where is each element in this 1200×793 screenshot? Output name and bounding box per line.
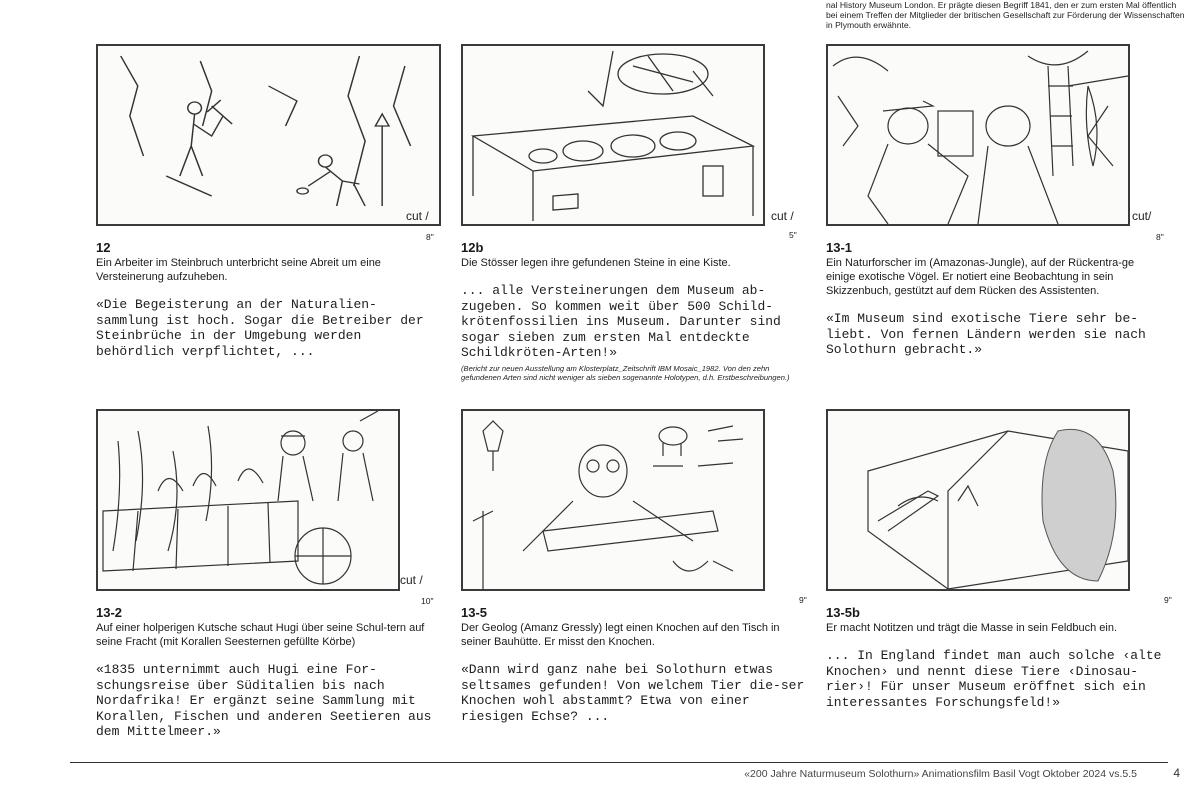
shot-description: Die Stösser legen ihre gefundenen Steine in eine Kiste. — [461, 257, 731, 269]
duration-label: 8" — [1156, 232, 1164, 242]
shot-number: 13-5b — [826, 605, 860, 620]
source-note: (Bericht zur neuen Ausstellung am Klosterplatz_Zeitschrift IBM Mosaic_1982. Von den zehn gefundenen Arten sind nicht weniger als sieben sogenannte Holotypen, d.h. Erstbeschreibungen.) — [461, 363, 790, 383]
sketch-frame-geologist — [461, 409, 765, 591]
storyboard-panel-13-2 — [96, 409, 441, 740]
cut-label: cut / — [400, 573, 423, 587]
sketch-frame-naturalist — [826, 44, 1130, 226]
sketch-frame-quarry — [96, 44, 441, 226]
shot-number: 13-1 — [826, 240, 853, 255]
continued-note: nal History Museum London. Er prägte diesen Begriff 1841, den er zum ersten Mal öffentlich bei einem Treffen der Mitglieder der britischen Gesellschaft zur Förderung der Wissenschaften in Plymouth erwähnte. — [826, 0, 1185, 30]
crate-sketch — [463, 46, 763, 224]
duration-label: 8" — [426, 232, 434, 242]
storyboard-panel-13-5b — [826, 409, 1171, 710]
narration-quote: «Die Begeisterung an der Naturalien-sammlung ist hoch. Sogar die Betreiber der Steinbrüche in der Umgebung werden behördlich verpflichtet, ... — [96, 297, 424, 359]
shot-description: Der Geolog (Amanz Gressly) legt einen Knochen auf den Tisch in seiner Bauhütte. Er misst den Knochen. — [461, 622, 780, 648]
sketch-frame-cart — [96, 409, 400, 591]
cut-label: cut / — [406, 209, 429, 223]
shot-number: 12 — [96, 240, 111, 255]
shot-description: Auf einer holperigen Kutsche schaut Hugi über seine Schul-tern auf seine Fracht (mit Korallen Seesternen gefüllte Körbe) — [96, 622, 425, 648]
footer-text: «200 Jahre Naturmuseum Solothurn» Animationsfilm Basil Vogt Oktober 2024 vs.5.5 — [744, 768, 1137, 780]
naturalist-sketch — [828, 46, 1128, 224]
storyboard-panel-12b — [461, 44, 806, 383]
cut-label: cut / — [771, 209, 794, 223]
narration-quote: «Dann wird ganz nahe bei Solothurn etwas seltsames gefunden! Von welchem Tier die-ser Knochen wohl abstammt? Etwa von einer riesigen Echse? ... — [461, 662, 805, 724]
footer-divider — [70, 762, 1168, 763]
shot-number: 12b — [461, 240, 484, 255]
page-number: 4 — [1173, 766, 1180, 780]
geologist-sketch — [463, 411, 763, 589]
cut-label: cut/ — [1132, 209, 1152, 223]
shot-number: 13-2 — [96, 605, 123, 620]
notebook-sketch — [828, 411, 1128, 589]
duration-label: 9" — [1164, 595, 1172, 605]
narration-quote: «Im Museum sind exotische Tiere sehr be-liebt. Von fernen Ländern werden sie nach Solothurn gebracht.» — [826, 311, 1146, 357]
quarry-sketch — [98, 46, 439, 224]
storyboard-panel-13-5 — [461, 409, 806, 724]
shot-description: Ein Naturforscher im (Amazonas-Jungle), auf der Rückentra-ge einige exotische Vögel. Er notiert eine Beobachtung in sein Skizzenbuch, gestützt auf dem Rücken des Assistenten. — [826, 257, 1135, 297]
duration-label: 9" — [799, 595, 807, 605]
storyboard-panel-13-1 — [826, 44, 1171, 358]
duration-label: 5" — [789, 230, 797, 240]
shot-description: Er macht Notitzen und trägt die Masse in sein Feldbuch ein. — [826, 622, 1118, 634]
storyboard-panel-12 — [96, 44, 441, 359]
narration-quote: ... alle Versteinerungen dem Museum ab-zugeben. So kommen weit über 500 Schild-krötenfossilien ins Museum. Darunter sind sogar sieben zum ersten Mal entdeckte Schildkröten-Arten!» — [461, 283, 781, 360]
sketch-frame-notebook — [826, 409, 1130, 591]
shot-number: 13-5 — [461, 605, 488, 620]
narration-quote: «1835 unternimmt auch Hugi eine For-schungsreise über Süditalien bis nach Nordafrika! Er ergänzt seine Sammlung mit Korallen, Fischen und anderen Seetieren aus dem Mittelmeer.» — [96, 662, 432, 739]
shot-description: Ein Arbeiter im Steinbruch unterbricht seine Abreit um eine Versteinerung aufzuheben. — [96, 257, 381, 283]
cart-sketch — [98, 411, 398, 589]
duration-label: 10" — [421, 596, 434, 606]
sketch-frame-crate — [461, 44, 765, 226]
narration-quote: ... In England findet man auch solche ‹alte Knochen› und nennt diese Tiere ‹Dinosau-rier›! Für unser Museum eröffnet sich ein interessantes Forschungsfeld!» — [826, 648, 1162, 710]
